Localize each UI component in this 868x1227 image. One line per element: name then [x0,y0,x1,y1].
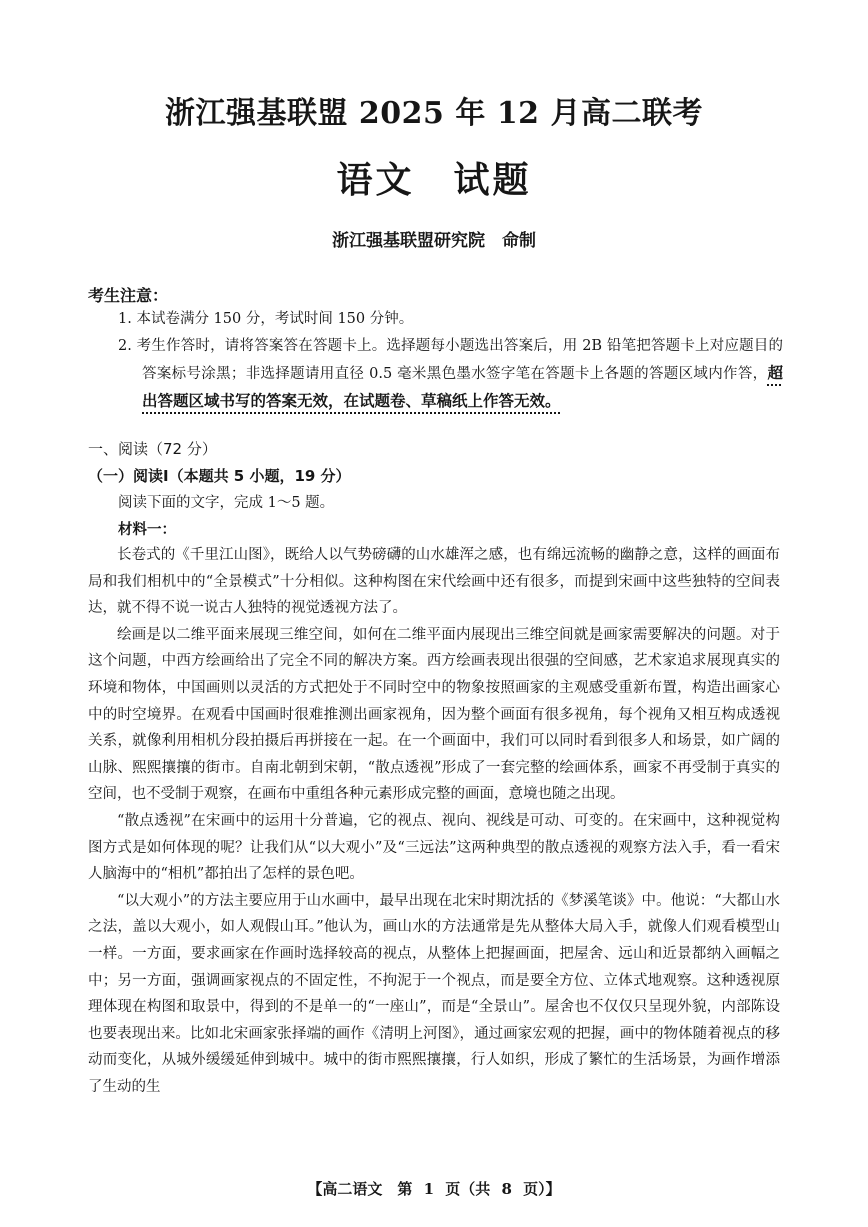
subject-title: 语文 试题 [336,159,532,201]
section-title: 一、阅读（72 分） [88,440,217,458]
paragraph: “散点透视”在宋画中的运用十分普遍，它的视点、视向、视线是可动、可变的。在宋画中，这种视觉构图方式是如何体现的呢？让我们从“以大观小”及“三远法”这两种典型的散点透视的观察方法入手，看一看宋人脑海中的“相机”都拍出了怎样的景色吧。 [88,812,780,883]
notice-item-2-emphasis: 超出答题区域书写的答案无效，在试题卷、草稿纸上作答无效。 [142,364,783,410]
reading-instruction: 阅读下面的文字，完成 1～5 题。 [118,495,335,511]
exam-title: 浙江强基联盟 2025 年 12 月高二联考 [164,96,704,131]
paragraph: 绘画是以二维平面来展现三维空间，如何在二维平面内展现出三维空间就是画家需要解决的问题。对于这个问题，中西方绘画给出了完全不同的解决方案。西方绘画表现出很强的空间感，艺术家追求展现真实的环境和物体，中国画则以灵活的方式把处于不同时空中的物象按照画家的主观感受重新布置，构造出画家心中的时空境界。在观看中国画时很难推测出画家视角，因为整个画面有很多视角，每个视角又相互构成透视关系，就像利用相机分段拍摄后再拼接在一起。在一个画面中，我们可以同时看到很多人和场景，如广阔的山脉、熙熙攘攘的街市。自南北朝到宋朝，“散点透视”形成了一套完整的绘画体系，画家不再受制于真实的空间，也不受制于观察，在画布中重组各种元素形成完整的画面，意境也随之出现。 [88,626,780,803]
notice-list [88,306,783,416]
author-line: 浙江强基联盟研究院 命制 [332,231,536,251]
notice-item-2 [88,333,783,416]
paragraph: 长卷式的《千里江山图》，既给人以气势磅礴的山水雄浑之感，也有绵远流畅的幽静之意，这样的画面布局和我们相机中的“全景模式”十分相似。这种构图在宋代绘画中还有很多，而提到宋画中这些独特的空间表达，就不得不说一说古人独特的视觉透视方法了。 [88,547,780,617]
material-label: 材料一： [118,522,176,538]
notice-item-2-text: 2. 考生作答时，请将答案答在答题卡上。选择题每小题选出答案后，用 2B 铅笔把答题卡上对应题目的答案标号涂黑；非选择题请用直径 0.5 毫米黑色墨水签字笔在答题卡上各题的答题区域内作答， [118,338,783,382]
notice-item-1: 1. 本试卷满分 150 分，考试时间 150 分钟。 [118,311,414,327]
paragraph: “以大观小”的方法主要应用于山水画中，最早出现在北宋时期沈括的《梦溪笔谈》中。他说：“大都山水之法，盖以大观小，如人观假山耳。”他认为，画山水的方法通常是先从整体大局入手，就像人们观看模型山一样。一方面，要求画家在作画时选择较高的视点，从整体上把握画面，把屋舍、远山和近景都纳入画幅之中；另一方面，强调画家视点的不固定性，不拘泥于一个视点，而是要全方位、立体式地观察。这种透视原理体现在构图和取景中，得到的不是单一的“一座山”，而是“全景山”。屋舍也不仅仅只呈现外貌，内部陈设也要表现出来。比如北宋画家张择端的画作《清明上河图》，通过画家宏观的把握，画中的物体随着视点的移动而变化，从城外缓缓延伸到城中。城中的街市熙熙攘攘，行人如织，形成了繁忙的生活场景，为画作增添了生动的生 [88,892,780,1095]
notice-heading: 考生注意： [88,286,169,305]
page-footer: 【高二语文 第 1 页（共 8 页）】 [307,1180,561,1198]
passage-body [88,542,780,1100]
subsection-title: （一）阅读Ⅰ（本题共 5 小题，19 分） [88,467,351,485]
